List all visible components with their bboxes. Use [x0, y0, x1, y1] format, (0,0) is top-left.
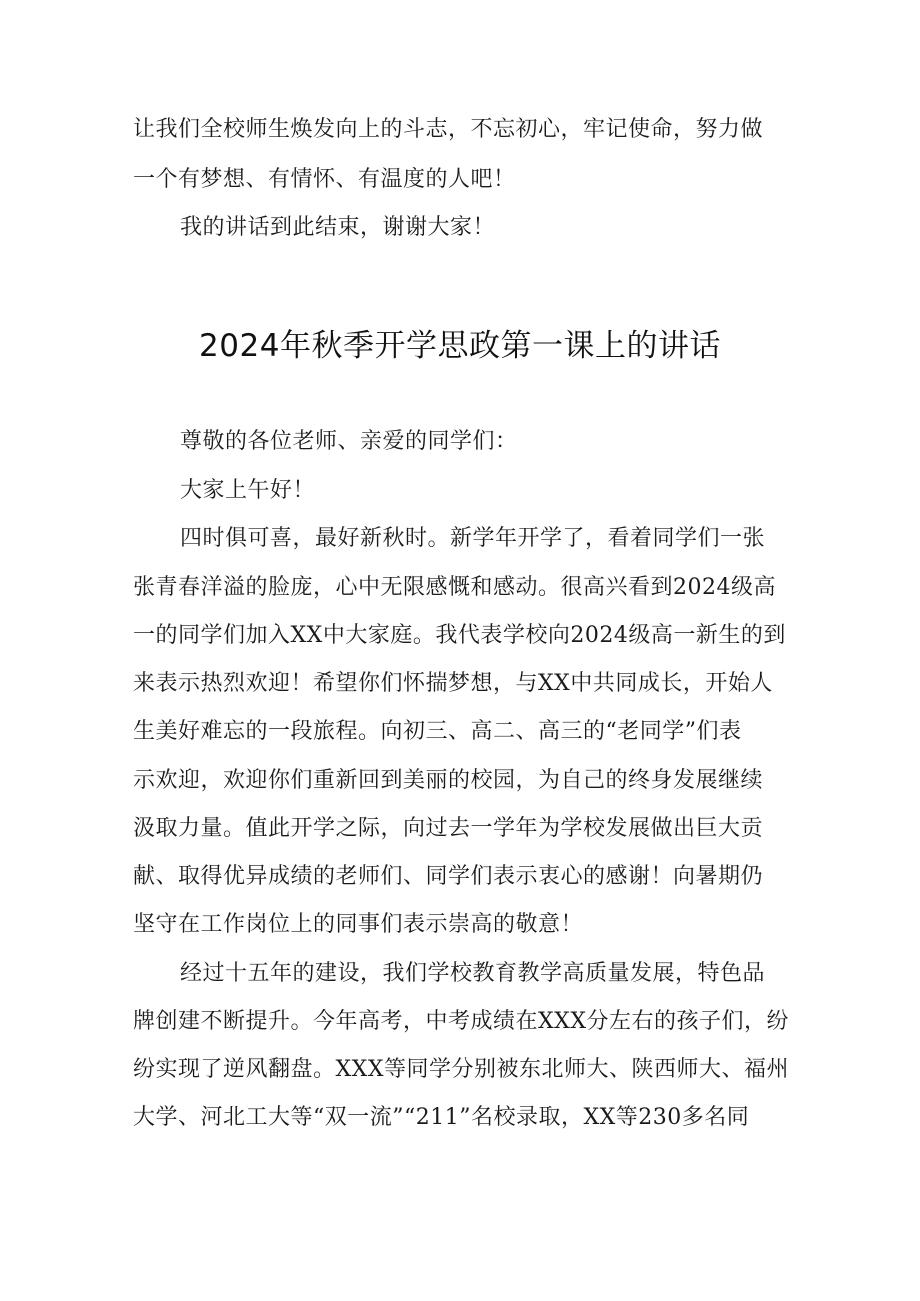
paragraph-1-line-5: 生美好难忘的一段旅程。向初三、高二、高三的“老同学”们表 — [133, 719, 742, 744]
paragraph-2-line-4: 大学、河北工大等“双一流”“211”名校录取，XX等230多名同 — [133, 1105, 750, 1130]
paragraph-2-line-1: 经过十五年的建设，我们学校教育教学高质量发展，特色品 — [180, 961, 766, 986]
paragraph-1-line-4: 来表示热烈欢迎！希望你们怀揣梦想，与XX中共同成长，开始人 — [133, 671, 773, 696]
paragraph-1-line-6: 示欢迎，欢迎你们重新回到美丽的校园，为自己的终身发展继续 — [133, 768, 764, 793]
closing-line-3: 我的讲话到此结束，谢谢大家！ — [180, 215, 496, 240]
closing-line-2: 一个有梦想、有情怀、有温度的人吧！ — [133, 167, 516, 192]
paragraph-1-line-3: 一的同学们加入XX中大家庭。我代表学校向2024级高一新生的到 — [133, 623, 786, 648]
paragraph-1-line-8: 献、取得优异成绩的老师们、同学们表示衷心的感谢！向暑期仍 — [133, 864, 764, 889]
paragraph-1-line-7: 汲取力量。值此开学之际，向过去一学年为学校发展做出巨大贡 — [133, 816, 764, 841]
greeting-line: 大家上午好！ — [180, 478, 316, 503]
paragraph-1-line-9: 坚守在工作岗位上的同事们表示崇高的敬意！ — [133, 912, 584, 937]
paragraph-1-line-2: 张青春洋溢的脸庞，心中无限感慨和感动。很高兴看到2024级高 — [133, 575, 776, 600]
paragraph-1-line-1: 四时俱可喜，最好新秋时。新学年开学了，看着同学们一张 — [180, 526, 766, 551]
paragraph-2-line-2: 牌创建不断提升。今年高考，中考成绩在XXX分左右的孩子们，纷 — [133, 1009, 789, 1034]
speech-title: 2024年秋季开学思政第一课上的讲话 — [199, 328, 721, 364]
salutation-line: 尊敬的各位老师、亲爱的同学们： — [180, 429, 518, 454]
closing-line-1: 让我们全校师生焕发向上的斗志，不忘初心，牢记使命，努力做 — [133, 117, 764, 142]
paragraph-2-line-3: 纷实现了逆风翻盘。XXX等同学分别被东北师大、陕西师大、福州 — [133, 1057, 789, 1082]
